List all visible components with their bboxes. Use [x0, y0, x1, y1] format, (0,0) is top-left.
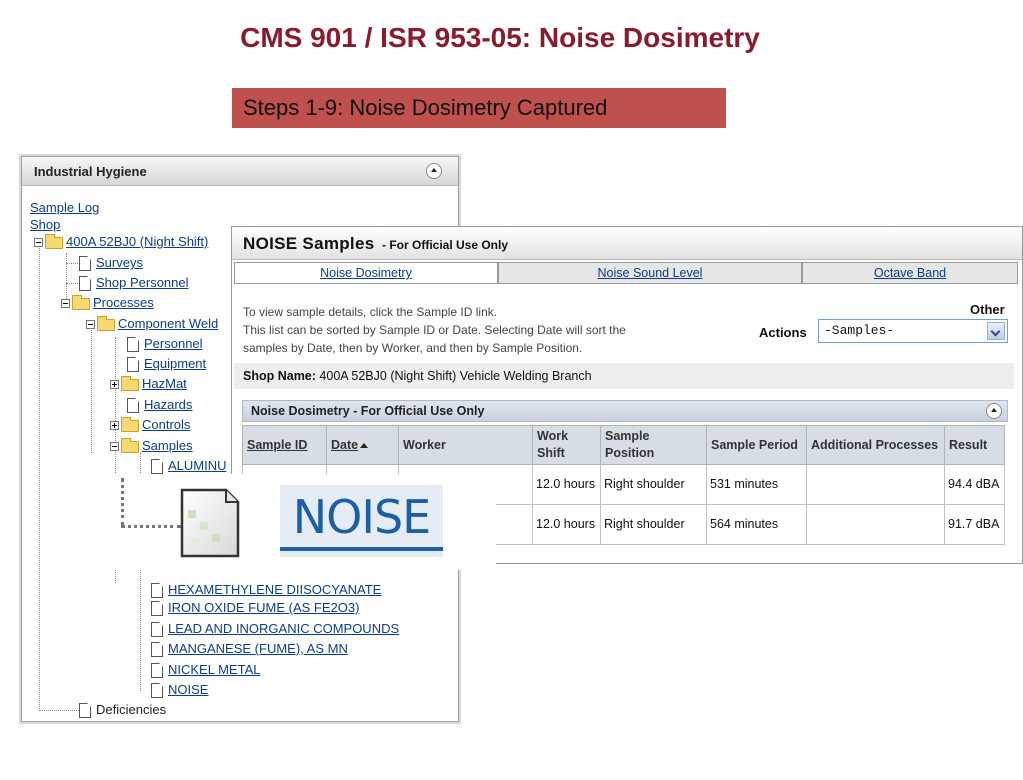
tree-node-hazmat[interactable]: HazMat: [110, 374, 187, 394]
document-icon: [151, 642, 163, 657]
tab-octave-band[interactable]: Octave Band: [802, 262, 1018, 284]
broken-image-icon: [178, 486, 242, 560]
instructions-text: To view sample details, click the Sample ID link. This list can be sorted by Sample ID or Date. Selecting Date will sort the samples by Date, then by Worker, and then by Sample Position.: [243, 305, 626, 355]
cell-processes: [807, 505, 945, 545]
slide-title: CMS 901 / ISR 953-05: Noise Dosimetry: [240, 22, 760, 53]
actions-label: Actions: [759, 325, 807, 340]
col-sample-position: Sample Position: [601, 426, 707, 465]
document-icon: [79, 256, 91, 271]
tree-node-controls[interactable]: Controls: [110, 415, 190, 435]
document-icon: [151, 663, 163, 678]
collapse-minus-icon[interactable]: [110, 442, 119, 451]
tree-node-processes[interactable]: Processes: [61, 293, 154, 313]
folder-icon: [121, 420, 139, 432]
document-icon: [151, 601, 163, 616]
actions-select-value: -Samples-: [824, 323, 895, 338]
sample-log-link[interactable]: Sample Log: [30, 200, 100, 215]
document-icon: [79, 703, 91, 718]
tree-node-sample-noise[interactable]: NOISE: [151, 680, 208, 700]
col-result: Result: [945, 426, 1005, 465]
document-icon: [151, 622, 163, 637]
document-icon: [151, 683, 163, 698]
document-icon: [151, 459, 163, 474]
noise-tabs: [234, 262, 1018, 284]
chevron-down-icon[interactable]: [987, 322, 1005, 340]
document-icon: [127, 398, 139, 413]
tab-noise-sound-level[interactable]: Noise Sound Level: [498, 262, 802, 284]
expand-plus-icon[interactable]: [110, 421, 119, 430]
col-worker: Worker: [399, 426, 533, 465]
tree-node-sample-lead[interactable]: LEAD AND INORGANIC COMPOUNDS: [151, 619, 399, 639]
cell-processes: [807, 465, 945, 505]
tree-node-sample-manganese[interactable]: MANGANESE (FUME), AS MN: [151, 639, 348, 659]
tree-node-shop-personnel[interactable]: Shop Personnel: [79, 273, 189, 293]
noise-window-titlebar: [232, 227, 1022, 260]
tree-node-sample-nickel[interactable]: NICKEL METAL: [151, 660, 260, 680]
expand-plus-icon[interactable]: [110, 380, 119, 389]
cell-period: 531 minutes: [707, 465, 807, 505]
collapse-icon[interactable]: [986, 403, 1002, 419]
noise-logo: NOISE: [280, 485, 443, 557]
tree-node-hazards[interactable]: Hazards: [127, 395, 192, 415]
col-additional-processes: Additional Processes: [807, 426, 945, 465]
tree-node-personnel[interactable]: Personnel: [127, 334, 203, 354]
shop-name-row: [234, 363, 1014, 389]
cell-work-shift: 12.0 hours: [533, 465, 601, 505]
noise-window-title: NOISE Samples: [243, 234, 375, 253]
cell-position: Right shoulder: [601, 505, 707, 545]
noise-dosimetry-section-header: [242, 400, 1008, 422]
tree-node-sample-aluminum[interactable]: ALUMINU: [151, 456, 227, 476]
shop-link[interactable]: Shop: [30, 217, 61, 232]
document-icon: [127, 357, 139, 372]
noise-window-subtitle: - For Official Use Only: [382, 238, 509, 252]
tree-node-component-weld[interactable]: Component Weld: [86, 314, 218, 334]
cell-result: 94.4 dBA: [945, 465, 1005, 505]
other-label: Other: [970, 302, 1005, 317]
shop-name-label: Shop Name:: [243, 369, 316, 383]
cell-work-shift: 12.0 hours: [533, 505, 601, 545]
col-sample-period: Sample Period: [707, 426, 807, 465]
col-date[interactable]: Date: [327, 426, 399, 465]
folder-open-icon: [72, 298, 90, 310]
tree-node-sample-iron-oxide[interactable]: IRON OXIDE FUME (AS FE2O3): [151, 598, 359, 618]
section-title: Noise Dosimetry - For Official Use Only: [251, 404, 485, 418]
connector-line: [121, 478, 124, 526]
tree-node-equipment[interactable]: Equipment: [127, 354, 206, 374]
folder-icon: [121, 379, 139, 391]
actions-select[interactable]: [818, 319, 1008, 343]
tab-noise-dosimetry[interactable]: Noise Dosimetry: [234, 262, 498, 284]
tree-node-deficiencies[interactable]: Deficiencies: [79, 700, 166, 720]
tree-node-samples[interactable]: Samples: [110, 436, 193, 456]
shop-folder-icon: [45, 237, 63, 249]
cell-result: 91.7 dBA: [945, 505, 1005, 545]
sort-asc-icon: [360, 443, 368, 448]
ih-panel-title: Industrial Hygiene: [34, 164, 147, 179]
document-icon: [127, 337, 139, 352]
col-sample-id[interactable]: Sample ID: [243, 426, 327, 465]
tree-node-sample-hexamethylene[interactable]: HEXAMETHYLENE DIISOCYANATE: [151, 580, 381, 600]
cell-position: Right shoulder: [601, 465, 707, 505]
steps-banner: Steps 1-9: Noise Dosimetry Captured: [232, 88, 726, 128]
document-icon: [151, 583, 163, 598]
folder-open-icon: [121, 441, 139, 453]
document-icon: [79, 276, 91, 291]
collapse-minus-icon[interactable]: [86, 320, 95, 329]
connector-line: [121, 525, 181, 528]
tree-node-root[interactable]: 400A 52BJ0 (Night Shift): [34, 232, 208, 252]
collapse-minus-icon[interactable]: [61, 299, 70, 308]
cell-period: 564 minutes: [707, 505, 807, 545]
folder-open-icon: [97, 319, 115, 331]
shop-name-value: 400A 52BJ0 (Night Shift) Vehicle Welding Branch: [319, 369, 592, 383]
tree-node-surveys[interactable]: Surveys: [79, 253, 143, 273]
table-header-row: [243, 426, 1005, 465]
collapse-minus-icon[interactable]: [34, 238, 43, 247]
col-work-shift: Work Shift: [533, 426, 601, 465]
